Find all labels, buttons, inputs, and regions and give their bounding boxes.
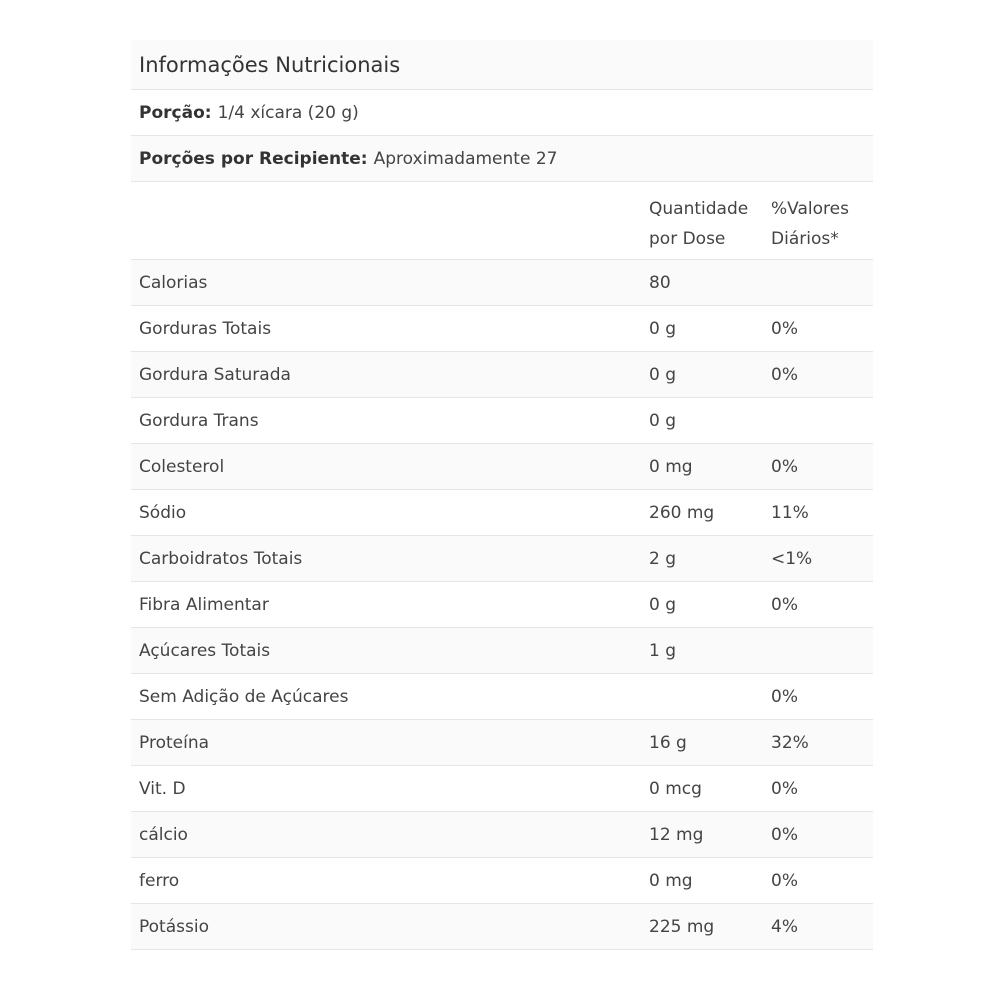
nutrient-quantity: 0 g: [649, 411, 677, 431]
daily-value-column-header: [771, 194, 871, 254]
table-row: [131, 766, 873, 812]
nutrient-quantity: 1 g: [649, 641, 677, 661]
table-row: [131, 720, 873, 766]
nutrient-name: Vit. D: [139, 779, 186, 799]
nutrient-name: Calorias: [139, 273, 208, 293]
nutrient-daily-value: 0%: [771, 365, 798, 385]
nutrient-name: Sódio: [139, 503, 187, 523]
servings-per-container-value: Aproximadamente 27: [373, 148, 558, 169]
daily-value-header-line1: %Valores: [771, 199, 849, 219]
nutrient-name: Gorduras Totais: [139, 319, 272, 339]
nutrient-daily-value: 11%: [771, 503, 809, 523]
table-row: [131, 674, 873, 720]
panel-title: Informações Nutricionais: [139, 52, 401, 77]
nutrient-quantity: 0 mg: [649, 871, 693, 891]
nutrient-quantity: 12 mg: [649, 825, 704, 845]
nutrient-quantity: 225 mg: [649, 917, 715, 937]
nutrient-daily-value: 0%: [771, 687, 798, 707]
nutrient-name: cálcio: [139, 825, 188, 845]
nutrient-name: Açúcares Totais: [139, 641, 271, 661]
daily-value-header-line2: Diários*: [771, 229, 839, 249]
table-row: [131, 858, 873, 904]
nutrient-name: Potássio: [139, 917, 209, 937]
nutrient-quantity: 0 g: [649, 595, 677, 615]
table-row: [131, 582, 873, 628]
nutrition-facts-panel: [131, 40, 873, 950]
quantity-column-header: [649, 194, 769, 254]
table-row: [131, 904, 873, 950]
serving-row: [131, 90, 873, 136]
nutrient-daily-value: <1%: [771, 549, 813, 569]
table-header-row: [131, 182, 873, 260]
table-row: [131, 444, 873, 490]
nutrient-name: Gordura Trans: [139, 411, 259, 431]
nutrient-quantity: 16 g: [649, 733, 687, 753]
nutrient-quantity: 80: [649, 273, 671, 293]
table-row: [131, 352, 873, 398]
nutrient-quantity: 2 g: [649, 549, 677, 569]
table-row: [131, 260, 873, 306]
nutrient-daily-value: 0%: [771, 825, 798, 845]
nutrient-name: Carboidratos Totais: [139, 549, 303, 569]
nutrient-daily-value: 0%: [771, 871, 798, 891]
nutrient-quantity: 0 mcg: [649, 779, 702, 799]
nutrient-quantity: 260 mg: [649, 503, 715, 523]
serving-value: 1/4 xícara (20 g): [217, 102, 359, 123]
servings-per-container-label: Porções por Recipiente:: [139, 148, 368, 169]
nutrient-daily-value: 4%: [771, 917, 798, 937]
table-row: [131, 536, 873, 582]
nutrient-name: Gordura Saturada: [139, 365, 291, 385]
table-row: [131, 306, 873, 352]
table-row: [131, 398, 873, 444]
nutrient-name: ferro: [139, 871, 180, 891]
nutrient-daily-value: 0%: [771, 319, 798, 339]
nutrient-daily-value: 0%: [771, 457, 798, 477]
serving-label: Porção:: [139, 102, 212, 123]
nutrient-daily-value: 32%: [771, 733, 809, 753]
title-row: [131, 40, 873, 90]
nutrient-name: Colesterol: [139, 457, 225, 477]
nutrient-quantity: 0 mg: [649, 457, 693, 477]
nutrient-name: Proteína: [139, 733, 210, 753]
nutrient-daily-value: 0%: [771, 779, 798, 799]
table-row: [131, 812, 873, 858]
nutrient-quantity: 0 g: [649, 319, 677, 339]
nutrient-name: Fibra Alimentar: [139, 595, 269, 615]
servings-per-container-row: [131, 136, 873, 182]
nutrient-name: Sem Adição de Açúcares: [139, 687, 349, 707]
table-row: [131, 490, 873, 536]
quantity-header-line1: Quantidade: [649, 199, 749, 219]
nutrient-quantity: 0 g: [649, 365, 677, 385]
nutrient-daily-value: 0%: [771, 595, 798, 615]
table-row: [131, 628, 873, 674]
quantity-header-line2: por Dose: [649, 229, 726, 249]
